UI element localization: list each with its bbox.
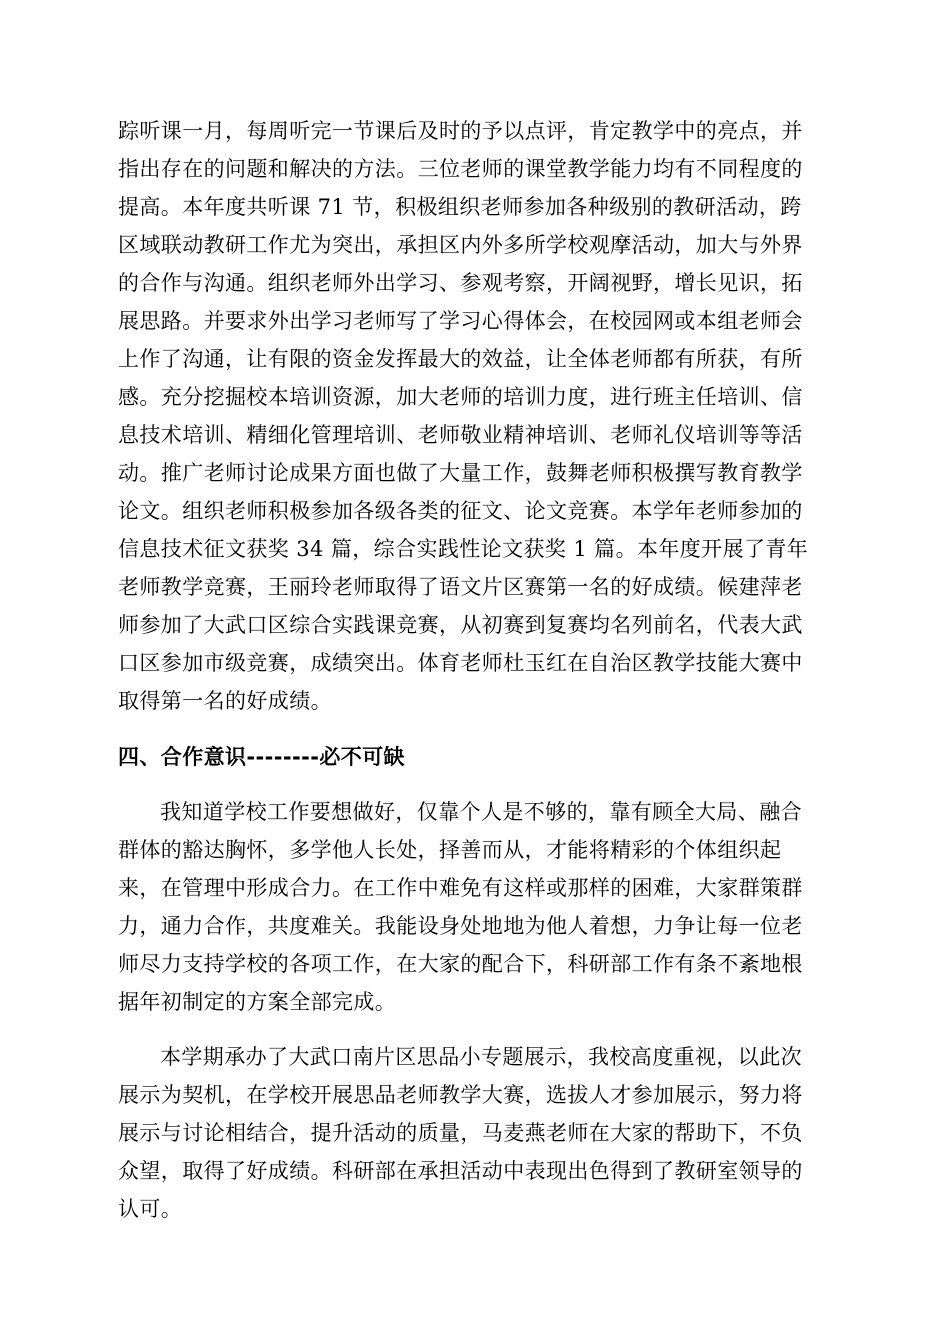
paragraph-2-line-1: 我知道学校工作要想做好，仅靠个人是不够的，靠有顾全大局、融合 [160,800,802,824]
paragraph-3-line-4: 众望，取得了好成绩。科研部在承担活动中表现出色得到了教研室领导的 [118,1159,803,1183]
paragraph-1-line-14: 师参加了大武口区综合实践课竞赛，从初赛到复赛均名列前名，代表大武 [118,613,803,637]
paragraph-1-line-11: 论文。组织老师积极参加各级各类的征文、论文竞赛。本学年老师参加的 [118,499,803,523]
paragraph-2-line-2: 群体的豁达胸怀，多学他人长处，择善而从，才能将精彩的个体组织起 [118,838,782,862]
paragraph-1-line-1: 踪听课一月，每周听完一节课后及时的予以点评，肯定教学中的亮点，并 [118,119,803,143]
paragraph-1-line-16: 取得第一名的好成绩。 [118,689,332,713]
paragraph-2-line-5: 师尽力支持学校的各项工作，在大家的配合下，科研部工作有条不紊地根 [118,952,803,976]
paragraph-1-line-12: 信息技术征文获奖 34 篇，综合实践性论文获奖 1 篇。本年度开展了青年 [118,537,809,561]
paragraph-2-line-4: 力，通力合作，共度难关。我能设身处地地为他人着想，力争让每一位老 [118,914,803,938]
paragraph-2-line-3: 来，在管理中形成合力。在工作中难免有这样或那样的困难，大家群策群 [118,876,803,900]
paragraph-1-line-10: 动。推广老师讨论成果方面也做了大量工作，鼓舞老师积极撰写教育教学 [118,461,803,485]
paragraph-1-line-7: 上作了沟通，让有限的资金发挥最大的效益，让全体老师都有所获，有所 [118,347,803,371]
paragraph-3-line-1: 本学期承办了大武口南片区思品小专题展示，我校高度重视，以此次 [160,1045,802,1069]
paragraph-1-line-15: 口区参加市级竞赛，成绩突出。体育老师杜玉红在自治区教学技能大赛中 [118,651,803,675]
paragraph-1-line-2: 指出存在的问题和解决的方法。三位老师的课堂教学能力均有不同程度的 [118,157,803,181]
paragraph-1-line-4: 区域联动教研工作尤为突出，承担区内外多所学校观摩活动，加大与外界 [118,233,803,257]
paragraph-3-line-5: 认可。 [118,1197,183,1221]
paragraph-1-line-3: 提高。本年度共听课 71 节，积极组织老师参加各种级别的教研活动，跨 [118,195,802,219]
section-heading: 四、合作意识--------必不可缺 [118,745,405,769]
paragraph-2-line-6: 据年初制定的方案全部完成。 [118,990,397,1014]
paragraph-1-line-8: 感。充分挖掘校本培训资源，加大老师的培训力度，进行班主任培训、信 [118,385,803,409]
paragraph-1-line-13: 老师教学竞赛，王丽玲老师取得了语文片区赛第一名的好成绩。候建萍老 [118,575,803,599]
paragraph-3-line-3: 展示与讨论相结合，提升活动的质量，马麦燕老师在大家的帮助下，不负 [118,1121,803,1145]
paragraph-3-line-2: 展示为契机，在学校开展思品老师教学大赛，选拔人才参加展示，努力将 [118,1083,803,1107]
paragraph-1-line-6: 展思路。并要求外出学习老师写了学习心得体会，在校园网或本组老师会 [118,309,803,333]
paragraph-1-line-5: 的合作与沟通。组织老师外出学习、参观考察，开阔视野，增长见识，拓 [118,271,803,295]
paragraph-1-line-9: 息技术培训、精细化管理培训、老师敬业精神培训、老师礼仪培训等等活 [118,423,803,447]
